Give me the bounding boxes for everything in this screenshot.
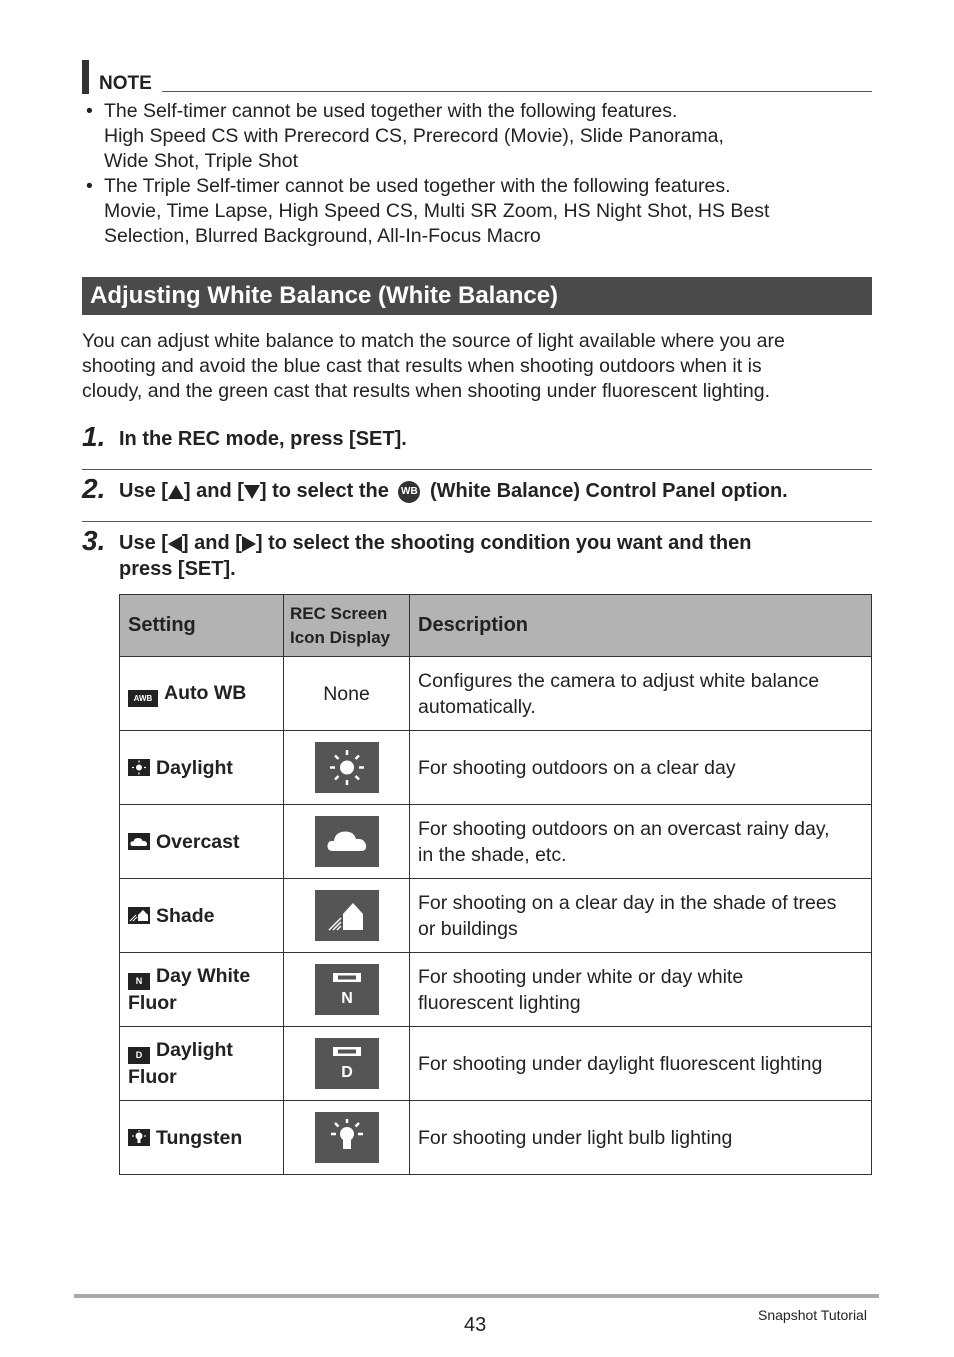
intro-line: cloudy, and the green cast that results when shooting under fluorescent lighting.: [82, 380, 770, 402]
step-text-part: ] to select the shooting condition you want and then: [255, 532, 752, 554]
bulb-small-icon: [128, 1129, 150, 1146]
setting-label: Auto WB: [164, 682, 247, 704]
fluorescent-d-icon: [315, 1038, 379, 1089]
table-header-row: [120, 595, 872, 657]
step-text-part: (White Balance) Control Panel option.: [429, 480, 788, 502]
setting-label: Fluor: [128, 1066, 177, 1088]
cloud-icon: [315, 816, 379, 867]
sun-small-icon: [128, 759, 150, 776]
cloud-small-icon: [128, 833, 150, 850]
note-marker: [82, 60, 89, 94]
description-cell: [410, 1027, 872, 1101]
step-text-part: Use [: [119, 480, 168, 502]
intro-line: shooting and avoid the blue cast that results when shooting outdoors when it is: [82, 355, 762, 377]
note-bullet: • The Self-timer cannot be used together with the following features. High Speed CS with Prerecord CS, Prerecord (Movie), Slide Panorama, Wide Shot, Triple Shot: [86, 99, 876, 174]
page-number: 43: [464, 1314, 487, 1336]
note-text: High Speed CS with Prerecord CS, Prerecord (Movie), Slide Panorama,: [104, 125, 724, 147]
header-rec-screen: [284, 595, 410, 657]
table-row: [120, 953, 872, 1027]
note-divider: [162, 91, 872, 92]
setting-cell: [120, 1027, 284, 1101]
table-row: [120, 731, 872, 805]
section-title: Adjusting White Balance (White Balance): [82, 277, 872, 315]
setting-cell: [120, 879, 284, 953]
header-setting: Setting: [120, 595, 284, 657]
step-text: [119, 530, 879, 582]
description-cell: [410, 805, 872, 879]
description-cell: [410, 879, 872, 953]
footer-section-title: Snapshot Tutorial: [758, 1307, 867, 1323]
description-line: For shooting under white or day white: [418, 965, 744, 988]
left-arrow-icon: [168, 536, 182, 552]
step-text-part: ] and [: [183, 480, 244, 502]
white-balance-table: [119, 594, 872, 1175]
note-text: Wide Shot, Triple Shot: [104, 150, 299, 172]
setting-label: Day White: [156, 965, 251, 987]
intro-paragraph: [82, 329, 872, 404]
rec-icon-cell: [284, 953, 410, 1027]
right-arrow-icon: [242, 536, 256, 552]
step-divider: [82, 521, 872, 522]
header-rec-line: Icon Display: [290, 627, 391, 647]
white-balance-icon: WB: [398, 481, 420, 503]
note-bullets: [86, 99, 876, 249]
note-text: Movie, Time Lapse, High Speed CS, Multi SR Zoom, HS Night Shot, HS Best: [104, 200, 770, 222]
description-line: in the shade, etc.: [418, 843, 567, 866]
bulb-icon: [315, 1112, 379, 1163]
step-text-part: ] and [: [181, 532, 242, 554]
description-line: Configures the camera to adjust white balance: [418, 669, 820, 692]
header-description: Description: [410, 595, 872, 657]
svg-text:N: N: [340, 990, 353, 1007]
fluorescent-n-small-icon: N: [128, 973, 150, 990]
step-text: [119, 478, 788, 504]
description-cell: [410, 657, 872, 731]
rec-icon-cell: [284, 1101, 410, 1175]
up-arrow-icon: [168, 485, 184, 499]
setting-cell: [120, 805, 284, 879]
setting-cell: [120, 657, 284, 731]
step-text-part: Use [: [119, 532, 168, 554]
footer-divider: [74, 1294, 879, 1298]
svg-text:D: D: [340, 1064, 353, 1081]
description-cell: [410, 953, 872, 1027]
table-row: [120, 879, 872, 953]
sun-icon: [315, 742, 379, 793]
setting-label: Daylight: [156, 1039, 233, 1061]
description-line: automatically.: [418, 695, 536, 718]
setting-label: Overcast: [156, 830, 240, 853]
rec-icon-cell: [284, 805, 410, 879]
rec-icon-cell: [284, 731, 410, 805]
description-line: For shooting outdoors on an overcast rainy day,: [418, 817, 830, 840]
setting-cell: [120, 1101, 284, 1175]
rec-icon-cell: [284, 879, 410, 953]
setting-cell: [120, 953, 284, 1027]
note-bullet: • The Triple Self-timer cannot be used together with the following features. Movie, Time Lapse, High Speed CS, Multi SR Zoom, HS Night Shot, HS Best Selection, Blurred Background, All-In-Focus Macro: [86, 174, 876, 249]
shade-icon: [315, 890, 379, 941]
setting-label: Fluor: [128, 992, 177, 1014]
fluorescent-d-small-icon: D: [128, 1047, 150, 1064]
step-number: 3.: [82, 525, 106, 556]
table-row: [120, 657, 872, 731]
note-label: NOTE: [99, 73, 152, 94]
description-line: or buildings: [418, 917, 518, 940]
description-line: For shooting under light bulb lighting: [418, 1126, 733, 1149]
rec-icon-cell: None: [284, 657, 410, 731]
description-cell: [410, 731, 872, 805]
setting-label: Shade: [156, 904, 215, 927]
description-line: For shooting outdoors on a clear day: [418, 756, 736, 779]
down-arrow-icon: [244, 485, 260, 499]
note-text: The Self-timer cannot be used together with the following features.: [104, 100, 678, 122]
description-line: fluorescent lighting: [418, 991, 581, 1014]
step-text-part: ] to select the: [259, 480, 389, 502]
step-divider: [82, 469, 872, 470]
shade-small-icon: [128, 907, 150, 924]
awb-icon: AWB: [128, 690, 158, 707]
note-text: The Triple Self-timer cannot be used together with the following features.: [104, 175, 731, 197]
step-number: 2.: [82, 473, 106, 504]
step-text: In the REC mode, press [SET].: [119, 428, 407, 450]
setting-cell: [120, 731, 284, 805]
table-row: [120, 805, 872, 879]
fluorescent-n-icon: [315, 964, 379, 1015]
table-row: [120, 1101, 872, 1175]
setting-label: Tungsten: [156, 1126, 243, 1149]
step-number: 1.: [82, 421, 106, 452]
description-line: For shooting on a clear day in the shade of trees: [418, 891, 837, 914]
description-line: For shooting under daylight fluorescent lighting: [418, 1052, 823, 1075]
intro-line: You can adjust white balance to match the source of light available where you are: [82, 330, 785, 352]
rec-icon-cell: [284, 1027, 410, 1101]
description-cell: [410, 1101, 872, 1175]
setting-label: Daylight: [156, 756, 233, 779]
header-rec-line: REC Screen: [290, 603, 388, 623]
table-row: [120, 1027, 872, 1101]
note-text: Selection, Blurred Background, All-In-Focus Macro: [104, 225, 541, 247]
step-text-part: press [SET].: [119, 558, 236, 580]
